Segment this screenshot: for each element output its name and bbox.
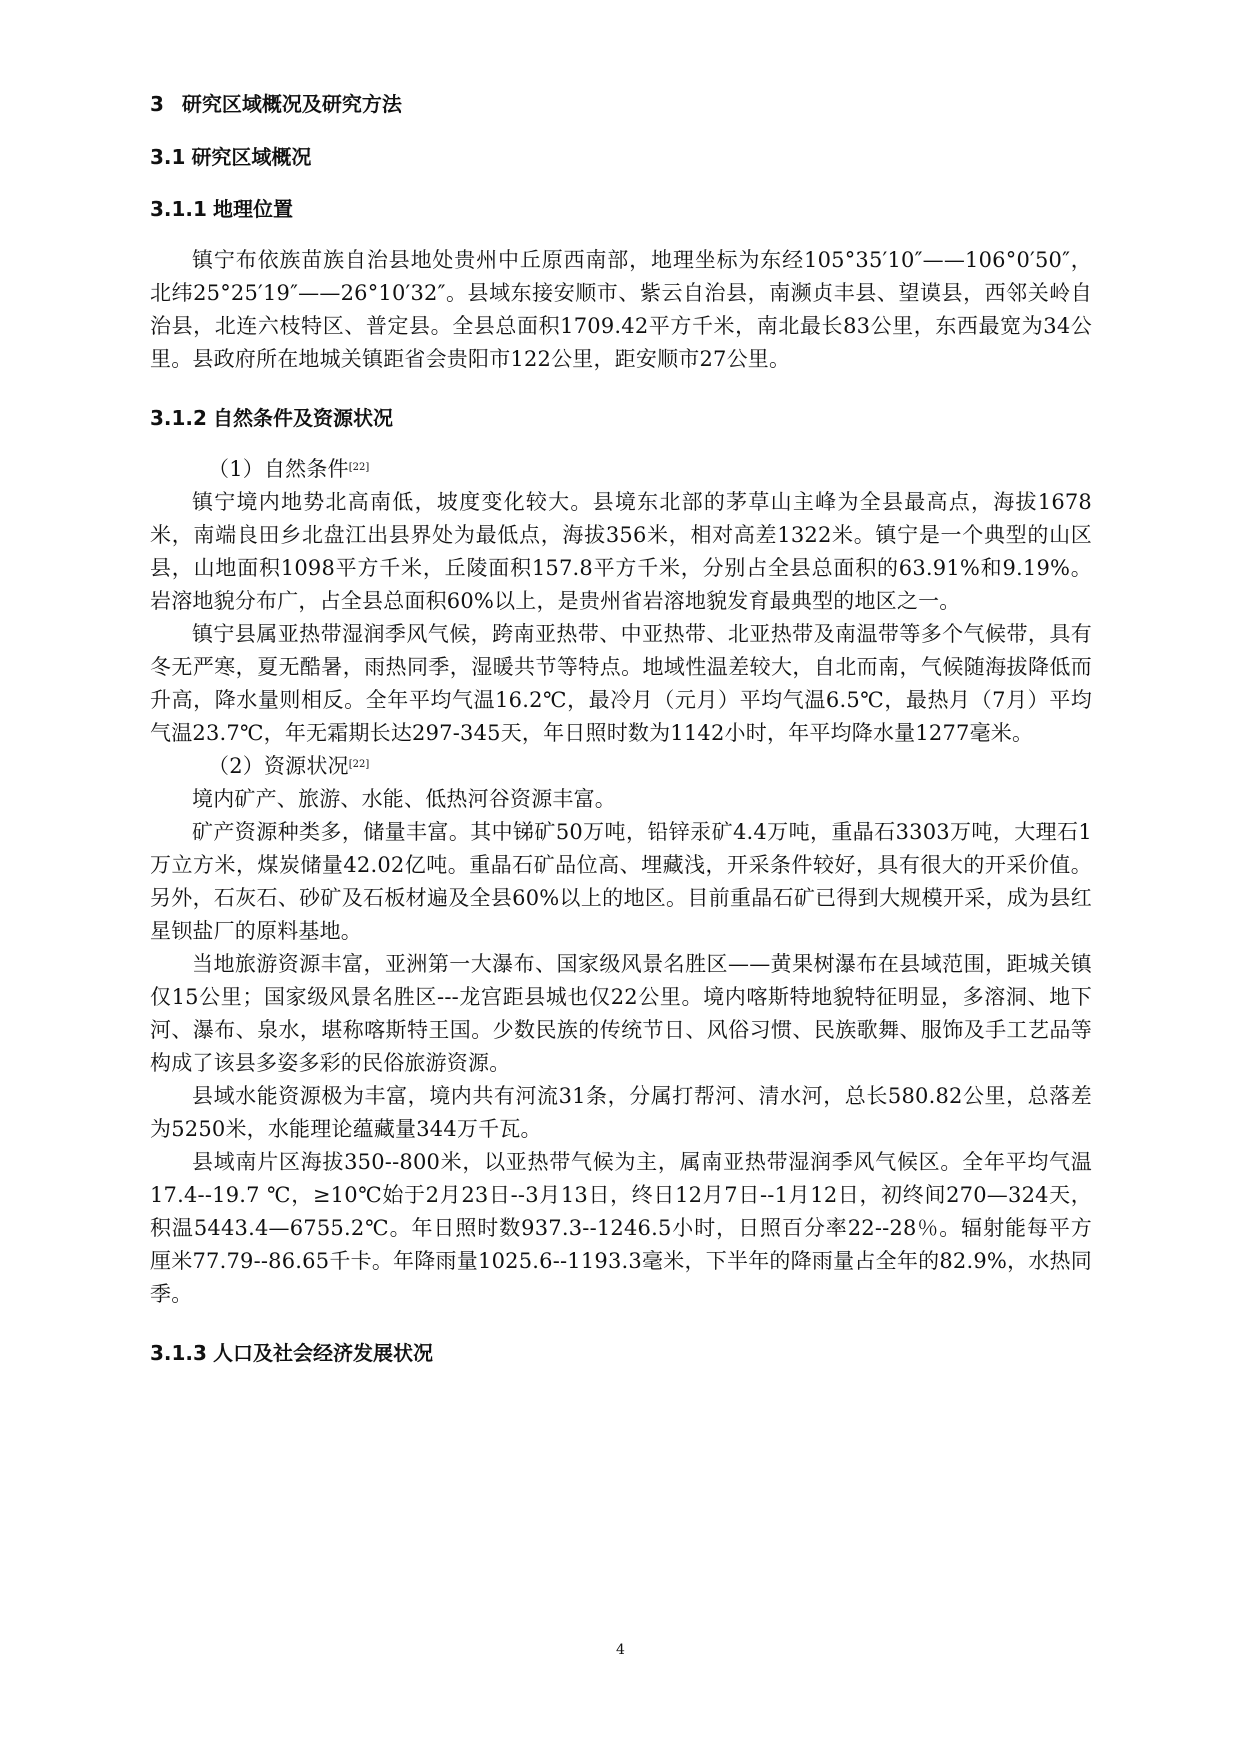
paragraph-resources-intro: 境内矿产、旅游、水能、低热河谷资源丰富。 [192, 787, 616, 811]
page-number: 4 [616, 1642, 625, 1658]
paragraph-southern-climate: 县域南片区海拔350--800米，以亚热带气候为主，属南亚热带湿润季风气候区。全年平均气温17.4--19.7 ℃，≥10℃始于2月23日--3月13日，终日12月7日--1月12日，初终间270—324天，积温5443.4—6755.2℃。年日照时数937.3--1246.5小时，日照百分率22--28％。辐射能每平方厘米77.79--86.65千卡。年降雨量1025.6--1193.3毫米，下半年的降雨量占全年的82.9%，水热同季。 [150, 1150, 1092, 1306]
subsection-title: 自然条件及资源状况 [212, 406, 393, 430]
chapter-title: 研究区域概况及研究方法 [181, 92, 402, 116]
chapter-number: 3 [150, 92, 164, 116]
paragraph-terrain: 镇宁境内地势北高南低，坡度变化较大。县境东北部的茅草山主峰为全县最高点，海拔1678米，南端良田乡北盘江出县界处为最低点，海拔356米，相对高差1322米。镇宁是一个典型的山区县，山地面积1098平方千米，丘陵面积157.8平方千米，分别占全县总面积的63.91%和9.19%。岩溶地貌分布广，占全县总面积60%以上，是贵州省岩溶地貌发育最典型的地区之一。 [150, 490, 1092, 613]
paragraph-geo: 镇宁布依族苗族自治县地处贵州中丘原西南部，地理坐标为东经105°35′10″——106°0′50″，北纬25°25′19″——26°10′32″。县域东接安顺市、紫云自治县，南濒贞丰县、望谟县，西邻关岭自治县，北连六枝特区、普定县。全县总面积1709.42平方千米，南北最长83公里，东西最宽为34公里。县政府所在地城关镇距省会贵阳市122公里，距安顺市27公里。 [150, 248, 1092, 371]
paragraph-hydropower: 县域水能资源极为丰富，境内共有河流31条，分属打帮河、清水河，总长580.82公里，总落差为5250米，水能理论蕴藏量344万千瓦。 [150, 1084, 1092, 1141]
subsection-title: 地理位置 [212, 197, 293, 221]
paragraph-climate: 镇宁县属亚热带湿润季风气候，跨南亚热带、中亚热带、北亚热带及南温带等多个气候带，具有冬无严寒，夏无酷暑，雨热同季，湿暖共节等特点。地域性温差较大，自北而南，气候随海拔降低而升高，降水量则相反。全年平均气温16.2℃，最冷月（元月）平均气温6.5℃，最热月（7月）平均气温23.7℃，年无霜期长达297-345天，年日照时数为1142小时，年平均降水量1277毫米。 [150, 622, 1092, 745]
citation-ref: [22] [348, 759, 370, 770]
subsection-heading-population [150, 1337, 1092, 1366]
section-title: 研究区域概况 [191, 145, 312, 169]
section-number: 3.1 [150, 145, 186, 169]
subsection-title: 人口及社会经济发展状况 [212, 1341, 433, 1365]
section-heading [150, 141, 1092, 170]
subsection-number: 3.1.1 [150, 197, 207, 221]
citation-ref: [22] [348, 462, 370, 473]
subheading-label: （1）自然条件 [208, 457, 349, 481]
subsection-heading-natural [150, 402, 1092, 431]
subsection-heading-geo [150, 193, 1092, 222]
subheading-resources [150, 750, 1092, 783]
subsection-number: 3.1.2 [150, 406, 207, 430]
subheading-label: （2）资源状况 [208, 754, 349, 778]
subheading-natural-conditions [150, 453, 1092, 486]
chapter-heading [150, 88, 1092, 117]
subsection-number: 3.1.3 [150, 1341, 207, 1365]
document-body [150, 88, 1092, 1388]
paragraph-tourism: 当地旅游资源丰富，亚洲第一大瀑布、国家级风景名胜区——黄果树瀑布在县域范围，距城关镇仅15公里；国家级风景名胜区---龙宫距县城也仅22公里。境内喀斯特地貌特征明显，多溶洞、地下河、瀑布、泉水，堪称喀斯特王国。少数民族的传统节日、风俗习惯、民族歌舞、服饰及手工艺品等构成了该县多姿多彩的民俗旅游资源。 [150, 952, 1092, 1075]
paragraph-minerals: 矿产资源种类多，储量丰富。其中锑矿50万吨，铅锌汞矿4.4万吨，重晶石3303万吨，大理石1万立方米，煤炭储量42.02亿吨。重晶石矿品位高、埋藏浅，开采条件较好，具有很大的开采价值。另外，石灰石、砂矿及石板材遍及全县60%以上的地区。目前重晶石矿已得到大规模开采，成为县红星钡盐厂的原料基地。 [150, 820, 1092, 943]
